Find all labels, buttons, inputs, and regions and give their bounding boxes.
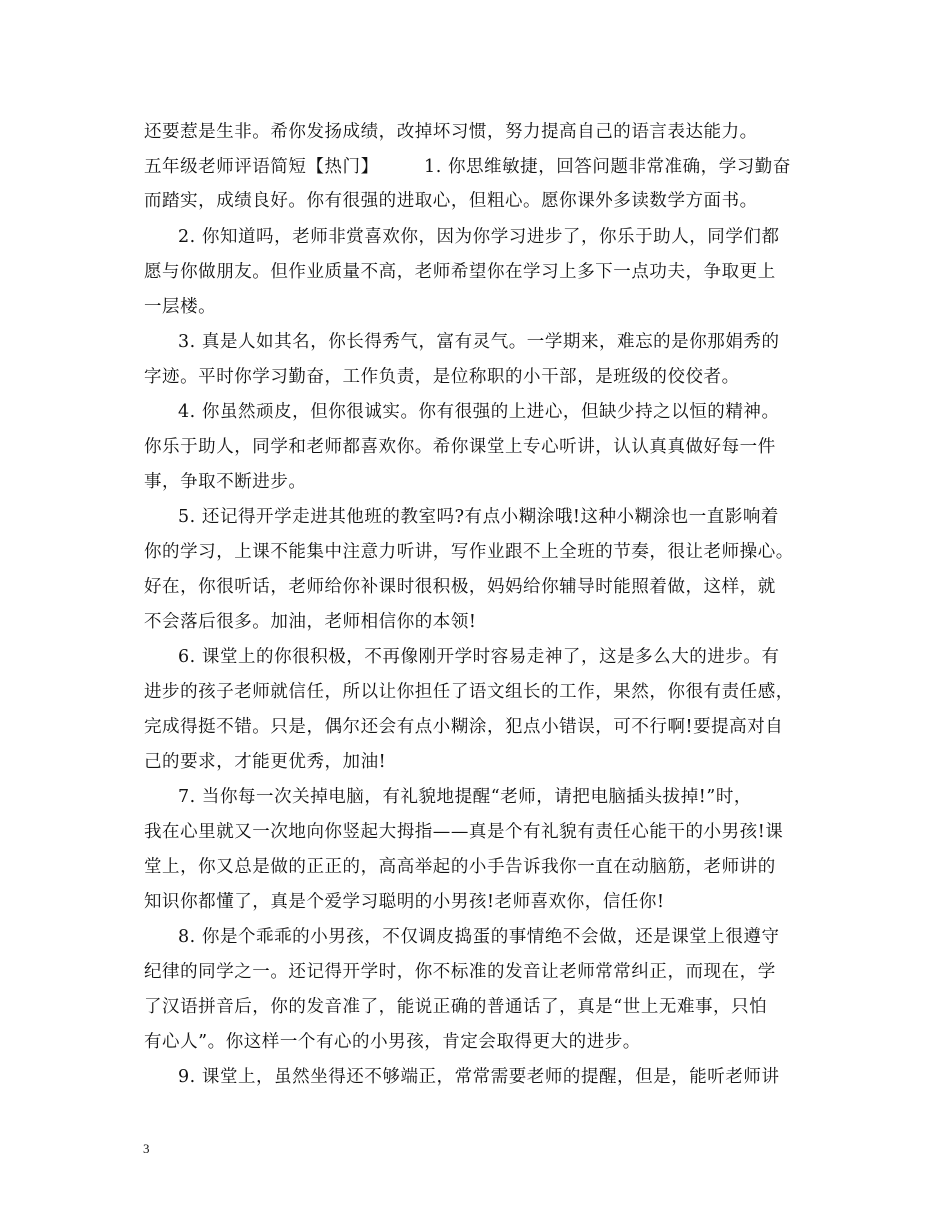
text-line: 有心人”。你这样一个有心的小男孩，肯定会取得更大的进步。 [144, 1032, 641, 1052]
text-line: 己的要求，才能更优秀，加油! [144, 752, 387, 772]
text-line: 完成得挺不错。只是，偶尔还会有点小糊涂，犯点小错误，可不行啊!要提高对自 [144, 717, 784, 737]
text-line: 7. 当你每一次关掉电脑，有礼貌地提醒“老师，请把电脑插头拔掉!”时， [178, 787, 752, 807]
text-line: 9. 课堂上，虽然坐得还不够端正，常常需要老师的提醒，但是，能听老师讲 [178, 1067, 780, 1087]
text-line: 事，争取不断进步。 [144, 472, 307, 492]
text-line: 了汉语拼音后，你的发音准了，能说正确的普通话了，真是“世上无难事，只怕 [144, 997, 768, 1017]
text-line: 愿与你做朋友。但作业质量不高，老师希望你在学习上多下一点功夫，争取更上 [144, 262, 776, 282]
text-line: 进步的孩子老师就信任，所以让你担任了语文组长的工作，果然，你很有责任感， [144, 682, 794, 702]
text-line: 4. 你虽然顽皮，但你很诚实。你有很强的上进心，但缺少持之以恒的精神。 [178, 402, 780, 422]
text-line: 你乐于助人，同学和老师都喜欢你。希你课堂上专心听讲，认认真真做好每一件 [144, 437, 776, 457]
text-line: 8. 你是个乖乖的小男孩，不仅调皮捣蛋的事情绝不会做，还是课堂上很遵守 [178, 927, 780, 947]
text-line: 纪律的同学之一。还记得开学时，你不标准的发音让老师常常纠正，而现在，学 [144, 962, 776, 982]
text-line: 知识你都懂了，真是个爱学习聪明的小男孩!老师喜欢你，信任你! [144, 892, 665, 912]
text-line: 一层楼。 [144, 297, 217, 317]
text-line: 而踏实，成绩良好。你有很强的进取心，但粗心。愿你课外多读数学方面书。 [144, 191, 758, 211]
text-line: 好在，你很听话，老师给你补课时很积极，妈妈给你辅导时能照着做，这样，就 [144, 577, 776, 597]
text-line: 堂上，你又总是做的正正的，高高举起的小手告诉我你一直在动脑筋，老师讲的 [144, 857, 776, 877]
text-line: 还要惹是生非。希你发扬成绩，改掉坏习惯，努力提高自己的语言表达能力。 [144, 122, 758, 142]
page-number: 3 [143, 1141, 150, 1156]
text-line: 字迹。平时你学习勤奋，工作负责，是位称职的小干部，是班级的佼佼者。 [144, 367, 740, 387]
text-line: 我在心里就又一次地向你竖起大拇指——真是个有礼貌有责任心能干的小男孩!课 [144, 822, 784, 842]
text-line: 5. 还记得开学走进其他班的教室吗?有点小糊涂哦!这种小糊涂也一直影响着 [178, 507, 779, 527]
text-line: 你的学习，上课不能集中注意力听讲，写作业跟不上全班的节奏，很让老师操心。 [144, 542, 794, 562]
text-line: 3. 真是人如其名，你长得秀气，富有灵气。一学期来，难忘的是你那娟秀的 [178, 332, 780, 352]
text-line: 6. 课堂上的你很积极，不再像刚开学时容易走神了，这是多么大的进步。有 [178, 647, 780, 667]
text-line: 不会落后很多。加油，老师相信你的本领! [144, 612, 477, 632]
text-line: 2. 你知道吗，老师非赏喜欢你，因为你学习进步了，你乐于助人，同学们都 [178, 227, 780, 247]
text-line: 五年级老师评语简短【热门】 1. 你思维敏捷，回答问题非常准确，学习勤奋 [144, 157, 791, 177]
